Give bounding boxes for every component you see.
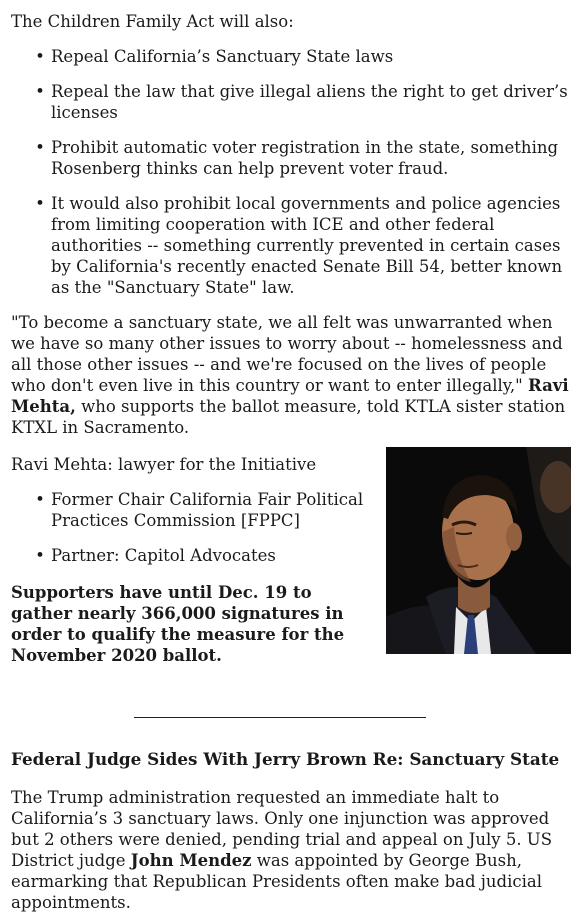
profile-list	[11, 489, 376, 566]
section-heading: Federal Judge Sides With Jerry Brown Re: Sanctuary State	[11, 749, 560, 769]
quote-tail: who supports the ballot measure, told KTLA sister station KTXL in Sacramento.	[11, 397, 566, 437]
section-body-text: The Trump administration requested an immediate halt to California’s 3 sanctuary laws. Only one injunction was approved but 2 others were denied, pending trial and appeal on July 5. US District judge	[11, 788, 553, 870]
list-item	[11, 193, 576, 298]
intro-text: The Children Family Act will also:	[11, 12, 294, 31]
list-item	[11, 137, 576, 179]
bullet-icon: •	[35, 47, 45, 66]
profile-title: Ravi Mehta: lawyer for the Initiative	[11, 455, 317, 474]
article	[11, 11, 576, 724]
list-item-text: Repeal the law that give illegal aliens the right to get driver’s licenses	[51, 82, 568, 122]
deadline-text: Supporters have until Dec. 19 to gather nearly 366,000 signatures in order to qualify the measure for the November 2020 ballot.	[11, 583, 345, 665]
list-item	[11, 46, 576, 67]
judge-name: John Mendez	[130, 851, 252, 870]
list-item-text: Prohibit automatic voter registration in the state, something Rosenberg thinks can help prevent voter fraud.	[51, 138, 559, 178]
quote-text: "To become a sanctuary state, we all felt was unwarranted when we have so many other issues to worry about -- homelessness and all those other issues -- and we're focused on the lives of people who don't even live in this country or want to enter illegally,"	[11, 313, 563, 395]
section-divider	[134, 717, 426, 718]
bullet-icon: •	[35, 194, 45, 213]
list-item	[11, 489, 376, 531]
list-item-text: Partner: Capitol Advocates	[51, 546, 276, 565]
bullet-icon: •	[35, 490, 45, 509]
list-item-text: Repeal California’s Sanctuary State laws	[51, 47, 394, 66]
bullet-icon: •	[35, 82, 45, 101]
act-provisions-list	[11, 46, 576, 298]
bullet-icon: •	[35, 546, 45, 565]
profile-section	[11, 454, 576, 724]
list-item-text: It would also prohibit local governments and police agencies from limiting cooperation with ICE and other federal authorities -- something currently prevented in certain cases by California's recently enacted Senate Bill 54, better known as the "Sanctuary State" law.	[51, 194, 563, 297]
bullet-icon: •	[35, 138, 45, 157]
list-item	[11, 545, 376, 566]
portrait-image	[386, 447, 571, 654]
section-body	[11, 787, 576, 913]
list-item-text: Former Chair California Fair Political Practices Commission [FPPC]	[51, 490, 364, 530]
section-body-tail: was appointed by George Bush, earmarking that Republican Presidents often make bad judicial appointments.	[11, 851, 542, 912]
quote-paragraph	[11, 312, 576, 438]
portrait-photo	[386, 447, 571, 654]
list-item	[11, 81, 576, 123]
quote-speaker: Ravi Mehta,	[11, 376, 569, 416]
